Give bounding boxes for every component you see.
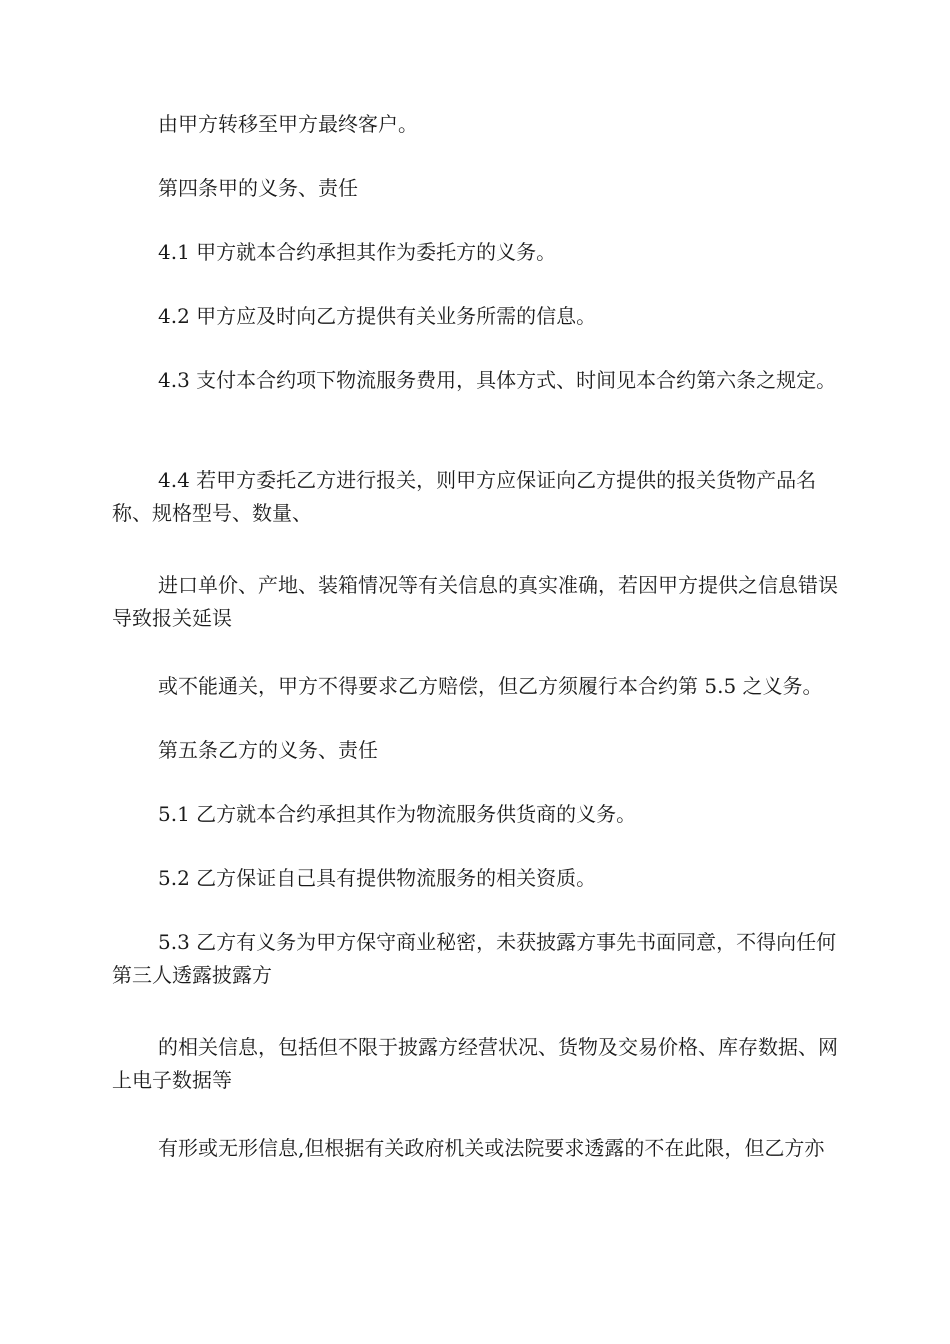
paragraph-4-3: 4.3 支付本合约项下物流服务费用，具体方式、时间见本合约第六条之规定。 <box>158 368 837 392</box>
paragraph-4-4-end: 或不能通关，甲方不得要求乙方赔偿，但乙方须履行本合约第 5.5 之义务。 <box>158 674 823 698</box>
paragraph-4-2: 4.2 甲方应及时向乙方提供有关业务所需的信息。 <box>158 304 597 328</box>
heading-article-5: 第五条乙方的义务、责任 <box>158 738 378 762</box>
paragraph-5-3: 5.3 乙方有义务为甲方保守商业秘密，未获披露方事先书面同意，不得向任何 第三人透露披露方 <box>112 930 837 987</box>
paragraph-5-3-continued: 的相关信息，包括但不限于披露方经营状况、货物及交易价格、库存数据、网 上电子数据等 <box>112 1035 838 1092</box>
paragraph-5-3-end: 有形或无形信息,但根据有关政府机关或法院要求透露的不在此限，但乙方亦 <box>158 1136 825 1160</box>
paragraph-transfer: 由甲方转移至甲方最终客户。 <box>158 112 418 136</box>
paragraph-4-4-continued: 进口单价、产地、装箱情况等有关信息的真实准确，若因甲方提供之信息错误 导致报关延误 <box>112 573 838 630</box>
paragraph-5-1: 5.1 乙方就本合约承担其作为物流服务供货商的义务。 <box>158 802 637 826</box>
paragraph-4-4: 4.4 若甲方委托乙方进行报关，则甲方应保证向乙方提供的报关货物产品名称、规格型号、数量、 <box>112 468 817 525</box>
paragraph-4-1: 4.1 甲方就本合约承担其作为委托方的义务。 <box>158 240 557 264</box>
paragraph-5-2: 5.2 乙方保证自己具有提供物流服务的相关资质。 <box>158 866 597 890</box>
heading-article-4: 第四条甲的义务、责任 <box>158 176 358 200</box>
